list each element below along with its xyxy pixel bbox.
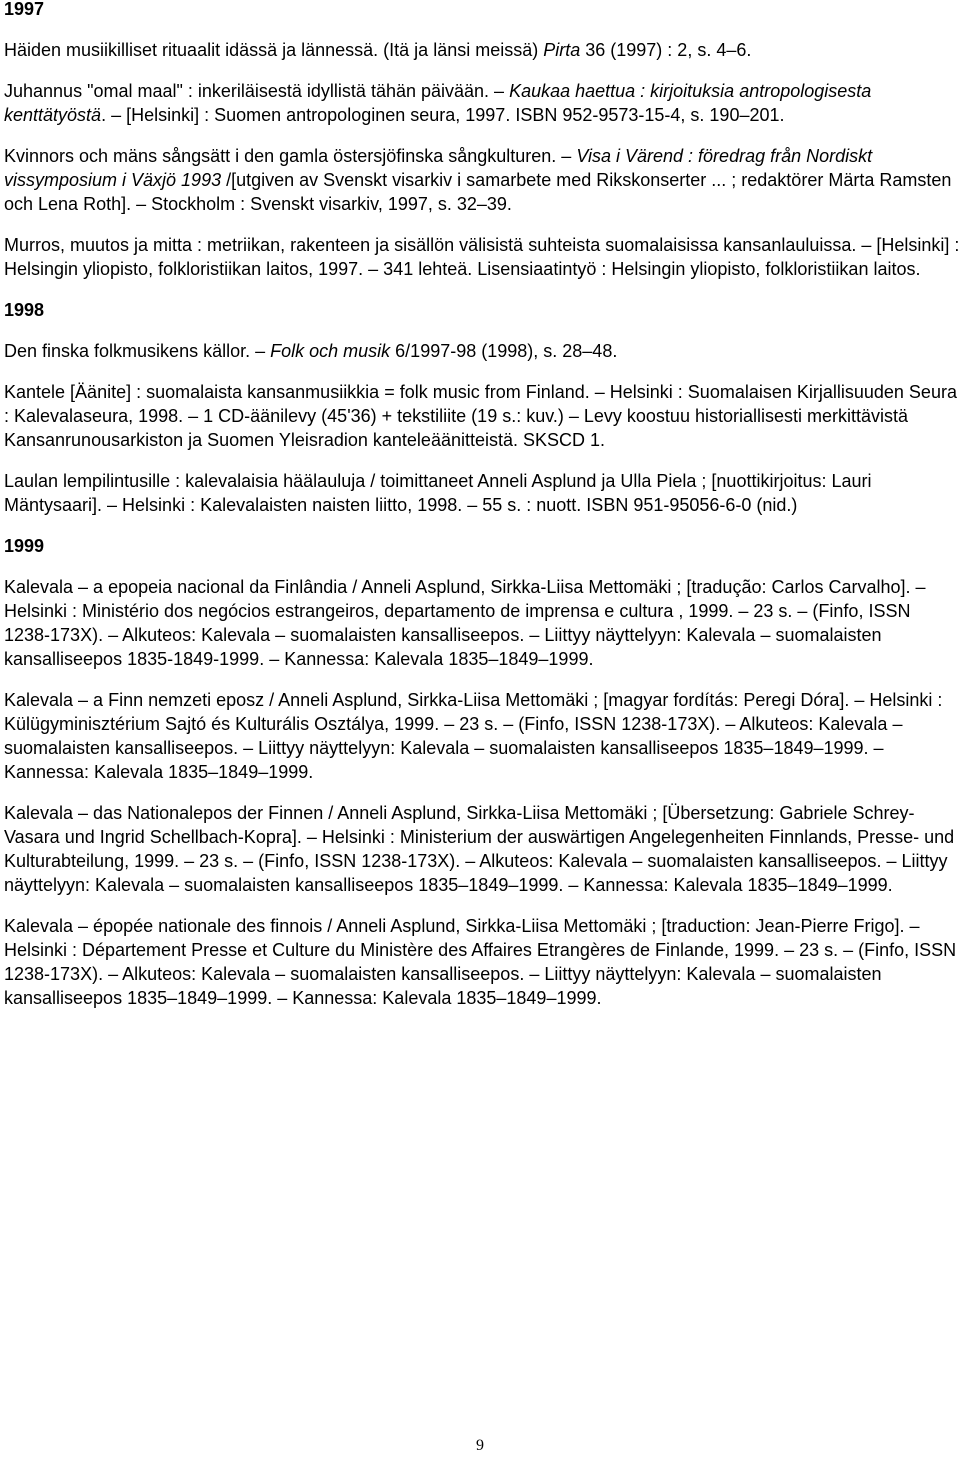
book-title: Visa i Värend : föredrag från Nordiskt vissymposium i Växjö 1993 bbox=[4, 146, 873, 190]
bib-entry-10: Kalevala – das Nationalepos der Finnen / Anneli Asplund, Sirkka-Liisa Mettomäki ; [Übersetzung: Gabriele Schrey-Vasara und Ingrid Schellbach-Kopra]. – Helsinki : Ministerium der auswärtigen Angelegenheiten Finnlands, Presse- und Kulturabteilung, 1999. – 23 s. – (Finfo, ISSN 1238-173X). – Alkuteos: Kalevala – suomalaisten kansalliseepos. – Liittyy näyttelyyn: Kalevala – suomalaisten kansalliseepos 1835–1849–1999. – Kannessa: Kalevala 1835–1849–1999. bbox=[4, 803, 955, 895]
journal-title: Folk och musik bbox=[270, 341, 391, 361]
bib-entry-8: Kalevala – a epopeia nacional da Finlândia / Anneli Asplund, Sirkka-Liisa Mettomäki ; [tradução: Carlos Carvalho]. – Helsinki : Ministério dos negócios estrangeiros, departamento de imprensa e cultura , 1999. – 23 s. – (Finfo, ISSN 1238-173X). – Alkuteos: Kalevala – suomalaisten kansalliseepos. – Liittyy näyttelyyn: Kalevala – suomalaisten kansalliseepos 1835-1849-1999. – Kannessa: Kalevala 1835–1849–1999. bbox=[4, 577, 926, 669]
bib-entry-9: Kalevala – a Finn nemzeti eposz / Anneli Asplund, Sirkka-Liisa Mettomäki ; [magyar fordítás: Peregi Dóra]. – Helsinki : Külügyminisztérium Sajtó és Kulturális Osztálya, 1999. – 23 s. – (Finfo, ISSN 1238-173X). – Alkuteos: Kalevala – suomalaisten kansalliseepos. – Liittyy näyttelyyn: Kalevala – suomalaisten kansalliseepos 1835–1849–1999. – Kannessa: Kalevala 1835–1849–1999. bbox=[4, 690, 943, 782]
page-number: 9 bbox=[476, 1437, 484, 1454]
journal-title: Pirta bbox=[543, 40, 581, 60]
year-heading-1997: 1997 bbox=[4, 0, 45, 19]
bib-entry-5: Den finska folkmusikens källor. – Folk och musik 6/1997-98 (1998), s. 28–48. bbox=[4, 341, 618, 361]
book-title: Kaukaa haettua : kirjoituksia antropologisesta kenttätyöstä bbox=[4, 81, 872, 125]
bib-entry-1: Häiden musiikilliset rituaalit idässä ja lännessä. (Itä ja länsi meissä) Pirta 36 (1997) : 2, s. 4–6. bbox=[4, 40, 752, 60]
bib-entry-4: Murros, muutos ja mitta : metriikan, rakenteen ja sisällön välisistä suhteista suomalaisissa kansanlauluissa. – [Helsinki] : Helsingin yliopisto, folkloristiikan laitos, 1997. – 341 lehteä. Lisensiaatintyö : Helsingin yliopisto, folkloristiikan laitos. bbox=[4, 235, 960, 279]
year-heading-1999: 1999 bbox=[4, 536, 45, 556]
bib-entry-2: Juhannus "omal maal" : inkeriläisestä idyllistä tähän päivään. – Kaukaa haettua : kirjoituksia antropologisesta kenttätyöstä. – [Helsinki] : Suomen antropologinen seura, 1997. ISBN 952-9573-15-4, s. 190–201. bbox=[4, 81, 872, 125]
document-page bbox=[4, 0, 960, 1010]
bib-entry-6: Kantele [Äänite] : suomalaista kansanmusiikkia = folk music from Finland. – Helsinki : Suomalaisen Kirjallisuuden Seura : Kalevalaseura, 1998. – 1 CD-äänilevy (45'36) + tekstiliite (19 s.: kuv.) – Levy koostuu historiallisesti merkittävistä Kansanrunousarkiston ja Suomen Yleisradion kanteleäänitteistä. SKSCD 1. bbox=[4, 382, 957, 450]
bib-entry-3: Kvinnors och mäns sångsätt i den gamla östersjöfinska sångkulturen. – Visa i Värend : föredrag från Nordiskt vissymposium i Växjö 1993 /[utgiven av Svenskt visarkiv i samarbete med Rikskonserter ... ; redaktörer Märta Ramsten och Lena Roth]. – Stockholm : Svenskt visarkiv, 1997, s. 32–39. bbox=[4, 146, 952, 214]
bib-entry-7: Laulan lempilintusille : kalevalaisia häälauluja / toimittaneet Anneli Asplund ja Ulla Piela ; [nuottikirjoitus: Lauri Mäntysaari]. – Helsinki : Kalevalaisten naisten liitto, 1998. – 55 s. : nuott. ISBN 951-95056-6-0 (nid.) bbox=[4, 471, 872, 515]
year-heading-1998: 1998 bbox=[4, 300, 45, 320]
bib-entry-11: Kalevala – épopée nationale des finnois / Anneli Asplund, Sirkka-Liisa Mettomäki ; [traduction: Jean-Pierre Frigo]. – Helsinki : Département Presse et Culture du Ministère des Affaires Etrangères de Finlande, 1999. – 23 s. – (Finfo, ISSN 1238-173X). – Alkuteos: Kalevala – suomalaisten kansalliseepos. – Liittyy näyttelyyn: Kalevala – suomalaisten kansalliseepos 1835–1849–1999. – Kannessa: Kalevala 1835–1849–1999. bbox=[4, 916, 957, 1008]
